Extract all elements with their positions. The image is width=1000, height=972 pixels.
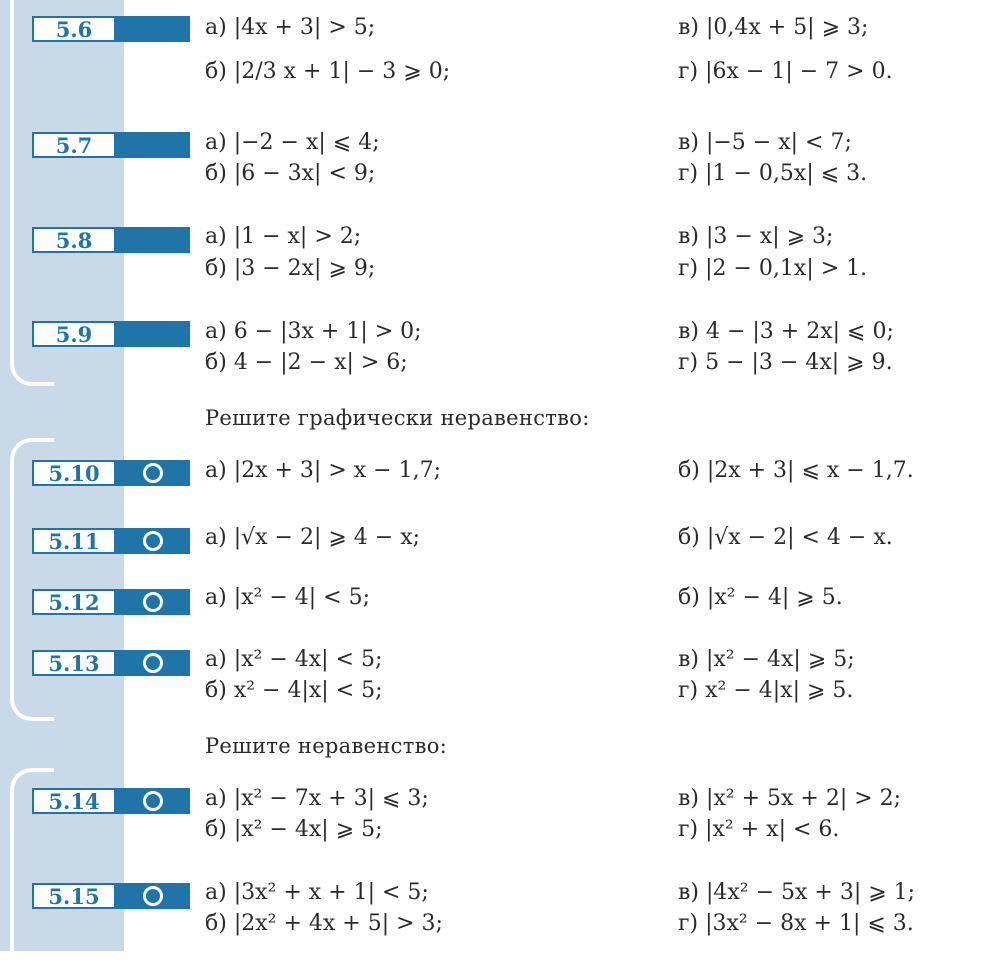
problem-number-5-15 — [32, 883, 190, 909]
circle-icon — [143, 592, 163, 612]
exercise-5-13-g: г) x² − 4|x| ⩾ 5. — [678, 678, 854, 703]
problem-number-bar — [116, 16, 190, 42]
problem-number-bar — [116, 528, 190, 554]
exercise-5-11-a: а) |√x − 2| ⩾ 4 − x; — [205, 525, 421, 550]
exercise-5-14-v: в) |x² + 5x + 2| > 2; — [678, 786, 902, 811]
exercise-5-14-g: г) |x² + x| < 6. — [678, 817, 840, 842]
exercise-5-7-v: в) |−5 − x| < 7; — [678, 130, 852, 155]
problem-number-5-14 — [32, 788, 190, 814]
problem-number-5-8 — [32, 227, 190, 253]
exercise-5-6-v: в) |0,4x + 5| ⩾ 3; — [678, 15, 869, 40]
problem-number-bar — [116, 650, 190, 676]
circle-icon — [143, 791, 163, 811]
circle-icon — [143, 463, 163, 483]
exercise-5-9-b: б) 4 − |2 − x| > 6; — [205, 350, 408, 375]
exercise-5-7-a: а) |−2 − x| ⩽ 4; — [205, 130, 380, 155]
circle-icon — [143, 653, 163, 673]
problem-number-label: 5.14 — [32, 788, 116, 814]
problem-number-bar — [116, 788, 190, 814]
problem-number-label: 5.15 — [32, 883, 116, 909]
problem-number-label: 5.11 — [32, 528, 116, 554]
exercise-5-13-v: в) |x² − 4x| ⩾ 5; — [678, 647, 855, 672]
problem-number-5-7 — [32, 132, 190, 158]
problem-number-bar — [116, 132, 190, 158]
problem-number-label: 5.9 — [32, 321, 116, 347]
problem-number-bar — [116, 883, 190, 909]
exercise-5-10-a: а) |2x + 3| > x − 1,7; — [205, 458, 441, 483]
exercise-5-8-a: а) |1 − x| > 2; — [205, 224, 362, 249]
exercise-5-15-v: в) |4x² − 5x + 3| ⩾ 1; — [678, 880, 916, 905]
exercise-5-13-a: а) |x² − 4x| < 5; — [205, 647, 383, 672]
exercise-5-15-g: г) |3x² − 8x + 1| ⩽ 3. — [678, 911, 914, 936]
exercise-5-6-b: б) |2/3 x + 1| − 3 ⩾ 0; — [205, 59, 451, 84]
problem-number-5-12 — [32, 589, 190, 615]
exercise-5-14-b: б) |x² − 4x| ⩾ 5; — [205, 817, 383, 842]
exercise-5-15-a: а) |3x² + x + 1| < 5; — [205, 880, 429, 905]
section-heading-graphic: Решите графически неравенство: — [205, 406, 590, 430]
problem-number-label: 5.13 — [32, 650, 116, 676]
exercise-5-6-g: г) |6x − 1| − 7 > 0. — [678, 59, 893, 84]
exercise-5-6-a: а) |4x + 3| > 5; — [205, 15, 376, 40]
problem-number-bar — [116, 227, 190, 253]
problem-number-5-13 — [32, 650, 190, 676]
problem-number-label: 5.10 — [32, 460, 116, 486]
exercise-5-8-g: г) |2 − 0,1x| > 1. — [678, 256, 868, 281]
exercise-5-13-b: б) x² − 4|x| < 5; — [205, 678, 383, 703]
circle-icon — [143, 886, 163, 906]
exercise-5-7-b: б) |6 − 3x| < 9; — [205, 161, 376, 186]
problem-number-label: 5.7 — [32, 132, 116, 158]
exercise-5-10-b: б) |2x + 3| ⩽ x − 1,7. — [678, 458, 914, 483]
exercise-5-7-g: г) |1 − 0,5x| ⩽ 3. — [678, 161, 868, 186]
problem-number-bar — [116, 321, 190, 347]
exercise-5-8-v: в) |3 − x| ⩾ 3; — [678, 224, 834, 249]
problem-number-5-11 — [32, 528, 190, 554]
problem-number-5-10 — [32, 460, 190, 486]
exercise-5-9-g: г) 5 − |3 − 4x| ⩾ 9. — [678, 350, 893, 375]
exercise-5-15-b: б) |2x² + 4x + 5| > 3; — [205, 911, 443, 936]
problem-number-5-6 — [32, 16, 190, 42]
problem-number-bar — [116, 460, 190, 486]
problem-number-label: 5.8 — [32, 227, 116, 253]
exercise-5-9-v: в) 4 − |3 + 2x| ⩽ 0; — [678, 319, 894, 344]
exercise-5-12-b: б) |x² − 4| ⩾ 5. — [678, 585, 843, 610]
exercise-5-14-a: а) |x² − 7x + 3| ⩽ 3; — [205, 786, 429, 811]
section-heading-solve: Решите неравенство: — [205, 734, 448, 758]
problem-number-label: 5.6 — [32, 16, 116, 42]
circle-icon — [143, 531, 163, 551]
exercise-5-11-b: б) |√x − 2| < 4 − x. — [678, 525, 893, 550]
problem-number-label: 5.12 — [32, 589, 116, 615]
exercise-5-8-b: б) |3 − 2x| ⩾ 9; — [205, 256, 376, 281]
exercise-5-9-a: а) 6 − |3x + 1| > 0; — [205, 319, 422, 344]
exercise-5-12-a: а) |x² − 4| < 5; — [205, 585, 370, 610]
problem-number-5-9 — [32, 321, 190, 347]
problem-number-bar — [116, 589, 190, 615]
